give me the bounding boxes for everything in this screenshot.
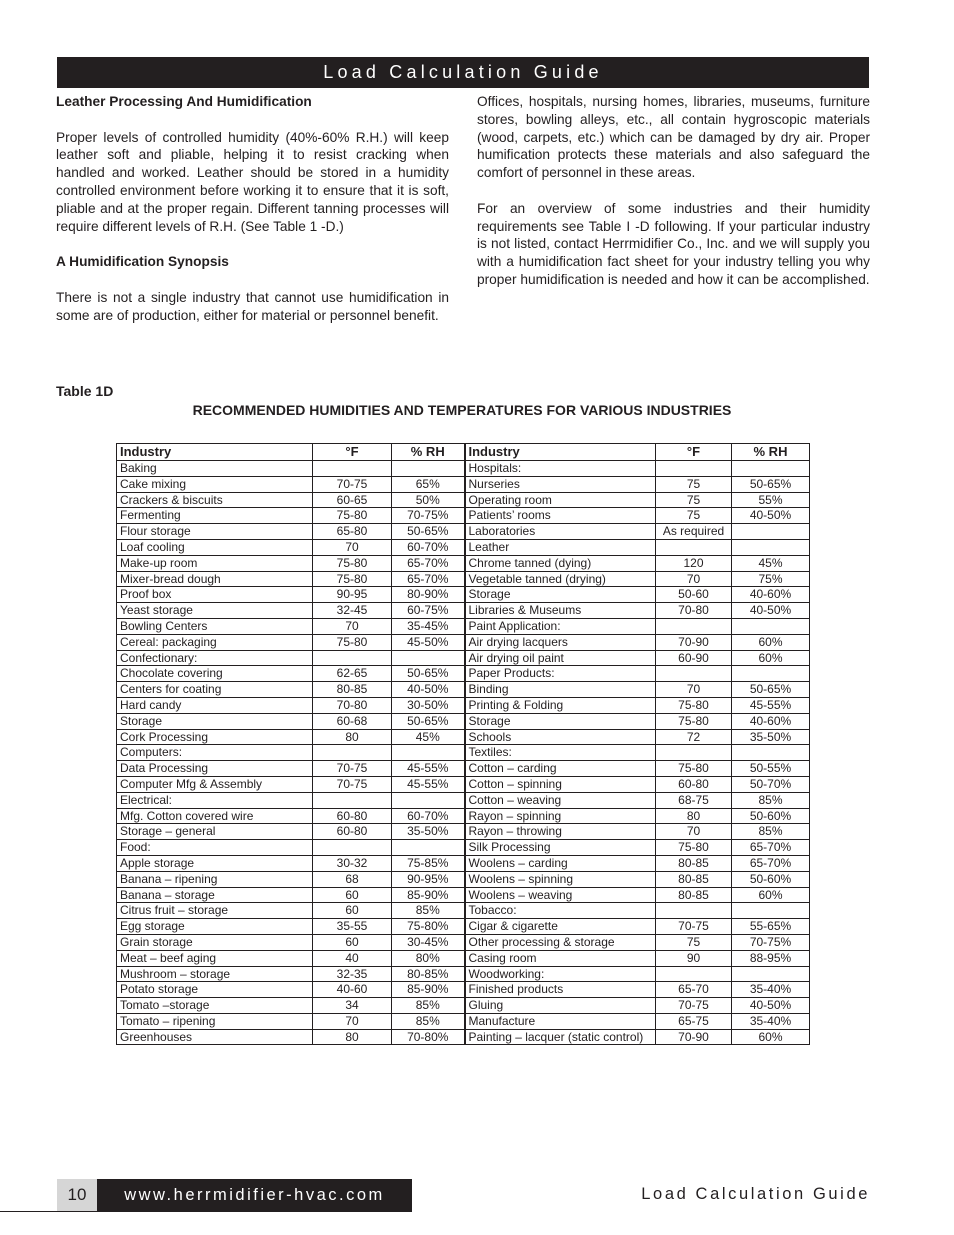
rh-cell: 85-90% — [392, 887, 465, 903]
header-industry: Industry — [465, 444, 656, 461]
header-temp: °F — [656, 444, 732, 461]
page-number: 10 — [57, 1179, 97, 1211]
rh-cell: 60-70% — [392, 539, 465, 555]
temp-cell: 62-65 — [313, 666, 392, 682]
left-column — [56, 93, 449, 342]
temp-cell: 70-80 — [313, 697, 392, 713]
industry-cell: Other processing & storage — [465, 934, 656, 950]
table-row — [117, 966, 810, 982]
rh-cell: 45-50% — [392, 634, 465, 650]
rh-cell: 60% — [732, 650, 810, 666]
table-row — [117, 492, 810, 508]
rh-cell: 75% — [732, 571, 810, 587]
industry-cell: Vegetable tanned (drying) — [465, 571, 656, 587]
table-row — [117, 934, 810, 950]
rh-cell: 60% — [732, 1029, 810, 1045]
industry-cell: Woodworking: — [465, 966, 656, 982]
temp-cell — [313, 840, 392, 856]
temp-cell: 68 — [313, 871, 392, 887]
rh-cell: 60% — [732, 634, 810, 650]
rh-cell: 35-45% — [392, 618, 465, 634]
industry-cell: Hospitals: — [465, 461, 656, 477]
rh-cell: 50-65% — [392, 666, 465, 682]
temp-cell: 60-80 — [313, 824, 392, 840]
industry-cell: Woolens – carding — [465, 855, 656, 871]
industry-cell: Loaf cooling — [117, 539, 313, 555]
temp-cell — [313, 650, 392, 666]
rh-cell: 50% — [392, 492, 465, 508]
rh-cell: 85% — [732, 824, 810, 840]
industry-cell: Banana – ripening — [117, 871, 313, 887]
table-row — [117, 792, 810, 808]
table-row — [117, 666, 810, 682]
leather-paragraph: Proper levels of controlled humidity (40%-60% R.H.) will keep leather soft and pliable, helping it to resist cracking when handled and worked. Leather should be stored in a humidity controlled environment before working it to ensure that it is soft, pliable and at the proper regain. Different tanning processes will require different levels of R.H. (See Table 1 -D.) — [56, 129, 449, 234]
industry-cell: Electrical: — [117, 792, 313, 808]
rh-cell: 60-70% — [392, 808, 465, 824]
rh-cell: 60% — [732, 887, 810, 903]
temp-cell: 50-60 — [656, 587, 732, 603]
footer-guide-title: Load Calculation Guide — [641, 1185, 870, 1203]
temp-cell: 75-80 — [656, 761, 732, 777]
synopsis-heading: A Humidification Synopsis — [56, 254, 229, 270]
rh-cell: 85-90% — [392, 982, 465, 998]
industry-cell: Grain storage — [117, 934, 313, 950]
leather-heading: Leather Processing And Humidification — [56, 94, 312, 109]
rh-cell — [732, 618, 810, 634]
table-row — [117, 855, 810, 871]
industry-cell: Binding — [465, 682, 656, 698]
table-row — [117, 808, 810, 824]
rh-cell: 60-75% — [392, 603, 465, 619]
rh-cell: 50-70% — [732, 776, 810, 792]
industry-cell: Egg storage — [117, 919, 313, 935]
rh-cell: 40-50% — [392, 682, 465, 698]
temp-cell: 70-75 — [313, 476, 392, 492]
temp-cell: 75-80 — [656, 840, 732, 856]
industry-cell: Casing room — [465, 950, 656, 966]
industry-cell: Storage — [117, 713, 313, 729]
rh-cell: 50-65% — [732, 476, 810, 492]
industry-cell: Cigar & cigarette — [465, 919, 656, 935]
rh-cell: 45-55% — [732, 697, 810, 713]
header-rh: % RH — [732, 444, 810, 461]
table-row — [117, 571, 810, 587]
rh-cell — [732, 524, 810, 540]
temp-cell: 60 — [313, 934, 392, 950]
rh-cell: 50-60% — [732, 808, 810, 824]
rh-cell: 65-70% — [392, 571, 465, 587]
industry-cell: Hard candy — [117, 697, 313, 713]
temp-cell — [656, 539, 732, 555]
temp-cell — [656, 903, 732, 919]
header-title: Load Calculation Guide — [57, 57, 869, 88]
industry-cell: Computer Mfg & Assembly — [117, 776, 313, 792]
table-label: Table 1D — [56, 383, 114, 399]
temp-cell: 60 — [313, 887, 392, 903]
website-link[interactable]: www.herrmidifier-hvac.com — [97, 1179, 412, 1211]
table-row — [117, 524, 810, 540]
table-row — [117, 840, 810, 856]
rh-cell: 40-50% — [732, 508, 810, 524]
humidity-table — [116, 443, 810, 1045]
table-row — [117, 508, 810, 524]
temp-cell: 80 — [313, 729, 392, 745]
industry-cell: Data Processing — [117, 761, 313, 777]
temp-cell: 90 — [656, 950, 732, 966]
rh-cell: 90-95% — [392, 871, 465, 887]
temp-cell — [656, 966, 732, 982]
rh-cell — [732, 903, 810, 919]
industry-cell: Operating room — [465, 492, 656, 508]
industry-cell: Cotton – weaving — [465, 792, 656, 808]
temp-cell: 34 — [313, 998, 392, 1014]
industry-cell: Libraries & Museums — [465, 603, 656, 619]
rh-cell: 65-70% — [732, 855, 810, 871]
table-row — [117, 634, 810, 650]
table-row — [117, 555, 810, 571]
table-row — [117, 729, 810, 745]
temp-cell: 40 — [313, 950, 392, 966]
temp-cell: 72 — [656, 729, 732, 745]
header-temp: °F — [313, 444, 392, 461]
rh-cell: 65% — [392, 476, 465, 492]
rh-cell: 30-45% — [392, 934, 465, 950]
rh-cell: 70-75% — [732, 934, 810, 950]
offices-paragraph: Offices, hospitals, nursing homes, libraries, museums, furniture stores, bowling alleys, etc., all contain hygroscopic materials (wood, carpets, etc.) which can be damaged by dry air. Proper humification protects these materials and also safeguard the comfort of personnel in these areas. — [477, 94, 870, 181]
rh-cell: 40-50% — [732, 603, 810, 619]
temp-cell: 75-80 — [656, 697, 732, 713]
temp-cell: 120 — [656, 555, 732, 571]
rh-cell — [732, 539, 810, 555]
industry-cell: Apple storage — [117, 855, 313, 871]
temp-cell: 60-80 — [313, 808, 392, 824]
rh-cell: 55-65% — [732, 919, 810, 935]
table-row — [117, 682, 810, 698]
temp-cell — [656, 618, 732, 634]
temp-cell: 80-85 — [656, 887, 732, 903]
industry-cell: Chocolate covering — [117, 666, 313, 682]
temp-cell: 70-75 — [656, 919, 732, 935]
industry-cell: Citrus fruit – storage — [117, 903, 313, 919]
temp-cell: 70 — [313, 618, 392, 634]
industry-cell: Patients’ rooms — [465, 508, 656, 524]
rh-cell: 55% — [732, 492, 810, 508]
temp-cell: 35-55 — [313, 919, 392, 935]
temp-cell: 32-45 — [313, 603, 392, 619]
table-row — [117, 476, 810, 492]
table-row — [117, 745, 810, 761]
temp-cell: 70-90 — [656, 1029, 732, 1045]
rh-cell: 45-55% — [392, 776, 465, 792]
rh-cell: 65-70% — [732, 840, 810, 856]
temp-cell: 60-90 — [656, 650, 732, 666]
temp-cell: 30-32 — [313, 855, 392, 871]
table-row — [117, 998, 810, 1014]
rh-cell: 35-40% — [732, 1013, 810, 1029]
industry-cell: Storage – general — [117, 824, 313, 840]
footer-rule — [0, 1211, 412, 1212]
temp-cell: 65-70 — [656, 982, 732, 998]
industry-cell: Laboratories — [465, 524, 656, 540]
rh-cell: 50-55% — [732, 761, 810, 777]
industry-cell: Tomato –storage — [117, 998, 313, 1014]
table-title: RECOMMENDED HUMIDITIES AND TEMPERATURES FOR VARIOUS INDUSTRIES — [192, 402, 732, 418]
industry-cell: Schools — [465, 729, 656, 745]
industry-cell: Mixer-bread dough — [117, 571, 313, 587]
table-row — [117, 618, 810, 634]
rh-cell: 50-60% — [732, 871, 810, 887]
temp-cell: 70-75 — [313, 776, 392, 792]
industry-cell: Yeast storage — [117, 603, 313, 619]
temp-cell: 40-60 — [313, 982, 392, 998]
rh-cell: 70-75% — [392, 508, 465, 524]
industry-cell: Meat – beef aging — [117, 950, 313, 966]
temp-cell: As required — [656, 524, 732, 540]
table-row — [117, 603, 810, 619]
temp-cell: 75-80 — [656, 713, 732, 729]
rh-cell: 35-40% — [732, 982, 810, 998]
rh-cell: 45% — [732, 555, 810, 571]
industry-cell: Paper Products: — [465, 666, 656, 682]
temp-cell: 70-90 — [656, 634, 732, 650]
industry-cell: Rayon – spinning — [465, 808, 656, 824]
temp-cell: 75 — [656, 476, 732, 492]
industry-cell: Make-up room — [117, 555, 313, 571]
table-row — [117, 1013, 810, 1029]
rh-cell: 75-80% — [392, 919, 465, 935]
temp-cell: 75-80 — [313, 508, 392, 524]
industry-cell: Baking — [117, 461, 313, 477]
industry-cell: Banana – storage — [117, 887, 313, 903]
industry-cell: Cotton – spinning — [465, 776, 656, 792]
temp-cell: 90-95 — [313, 587, 392, 603]
industry-cell: Woolens – weaving — [465, 887, 656, 903]
synopsis-paragraph: There is not a single industry that cannot use humidification in some are of production, either for material or personnel benefit. — [56, 289, 449, 323]
temp-cell — [313, 461, 392, 477]
temp-cell — [656, 745, 732, 761]
industry-cell: Greenhouses — [117, 1029, 313, 1045]
table-row — [117, 824, 810, 840]
rh-cell — [732, 966, 810, 982]
temp-cell: 60 — [313, 903, 392, 919]
temp-cell — [656, 461, 732, 477]
table-row — [117, 776, 810, 792]
rh-cell: 40-50% — [732, 998, 810, 1014]
table-row — [117, 587, 810, 603]
temp-cell: 65-75 — [656, 1013, 732, 1029]
industry-cell: Mushroom – storage — [117, 966, 313, 982]
industry-cell: Proof box — [117, 587, 313, 603]
temp-cell: 75 — [656, 934, 732, 950]
table-row — [117, 697, 810, 713]
temp-cell: 70-75 — [313, 761, 392, 777]
header-industry: Industry — [117, 444, 313, 461]
industry-cell: Air drying lacquers — [465, 634, 656, 650]
temp-cell: 60-65 — [313, 492, 392, 508]
table-row — [117, 887, 810, 903]
temp-cell: 80-85 — [313, 682, 392, 698]
table-row — [117, 919, 810, 935]
rh-cell — [392, 840, 465, 856]
table-row — [117, 761, 810, 777]
rh-cell — [732, 745, 810, 761]
industry-cell: Flour storage — [117, 524, 313, 540]
rh-cell: 50-65% — [392, 713, 465, 729]
industry-cell: Bowling Centers — [117, 618, 313, 634]
temp-cell: 80-85 — [656, 871, 732, 887]
industry-cell: Printing & Folding — [465, 697, 656, 713]
industry-cell: Finished products — [465, 982, 656, 998]
rh-cell: 80% — [392, 950, 465, 966]
temp-cell: 32-35 — [313, 966, 392, 982]
industry-cell: Confectionary: — [117, 650, 313, 666]
industry-cell: Mfg. Cotton covered wire — [117, 808, 313, 824]
rh-cell: 80-90% — [392, 587, 465, 603]
right-column — [477, 93, 870, 307]
table-row — [117, 461, 810, 477]
rh-cell: 50-65% — [732, 682, 810, 698]
rh-cell — [732, 666, 810, 682]
temp-cell: 75-80 — [313, 634, 392, 650]
table-row — [117, 713, 810, 729]
temp-cell: 80-85 — [656, 855, 732, 871]
temp-cell — [313, 745, 392, 761]
industry-cell: Storage — [465, 713, 656, 729]
industry-cell: Potato storage — [117, 982, 313, 998]
rh-cell: 45% — [392, 729, 465, 745]
industry-cell: Leather — [465, 539, 656, 555]
temp-cell: 70 — [313, 539, 392, 555]
temp-cell: 75 — [656, 508, 732, 524]
industry-cell: Manufacture — [465, 1013, 656, 1029]
table-row — [117, 539, 810, 555]
industry-cell: Paint Application: — [465, 618, 656, 634]
rh-cell: 88-95% — [732, 950, 810, 966]
overview-paragraph: For an overview of some industries and their humidity requirements see Table I -D following. If your particular industry is not listed, contact Herrmidifier Co., Inc. and we will supply you with a humidification fact sheet for your industry telling you why proper humidification is needed and how it can be accomplished. — [477, 200, 870, 287]
temp-cell: 70 — [656, 824, 732, 840]
industry-cell: Tobacco: — [465, 903, 656, 919]
rh-cell: 40-60% — [732, 713, 810, 729]
temp-cell — [656, 666, 732, 682]
temp-cell: 75 — [656, 492, 732, 508]
rh-cell: 70-80% — [392, 1029, 465, 1045]
table-row — [117, 950, 810, 966]
temp-cell: 70-80 — [656, 603, 732, 619]
industry-cell: Food: — [117, 840, 313, 856]
industry-cell: Painting – lacquer (static control) — [465, 1029, 656, 1045]
rh-cell: 85% — [392, 1013, 465, 1029]
industry-cell: Cotton – carding — [465, 761, 656, 777]
industry-cell: Silk Processing — [465, 840, 656, 856]
temp-cell: 65-80 — [313, 524, 392, 540]
temp-cell: 75-80 — [313, 571, 392, 587]
rh-cell: 30-50% — [392, 697, 465, 713]
industry-cell: Centers for coating — [117, 682, 313, 698]
industry-cell: Tomato – ripening — [117, 1013, 313, 1029]
industry-cell: Gluing — [465, 998, 656, 1014]
table-row — [117, 1029, 810, 1045]
temp-cell: 60-68 — [313, 713, 392, 729]
table-row — [117, 982, 810, 998]
industry-cell: Cake mixing — [117, 476, 313, 492]
table-row — [117, 903, 810, 919]
rh-cell — [392, 461, 465, 477]
industry-cell: Nurseries — [465, 476, 656, 492]
industry-cell: Woolens – spinning — [465, 871, 656, 887]
header-rh: % RH — [392, 444, 465, 461]
table-row — [117, 871, 810, 887]
rh-cell: 85% — [392, 998, 465, 1014]
rh-cell — [392, 792, 465, 808]
industry-cell: Cork Processing — [117, 729, 313, 745]
rh-cell: 65-70% — [392, 555, 465, 571]
rh-cell: 75-85% — [392, 855, 465, 871]
temp-cell — [313, 792, 392, 808]
industry-cell: Chrome tanned (dying) — [465, 555, 656, 571]
rh-cell: 85% — [392, 903, 465, 919]
industry-cell: Textiles: — [465, 745, 656, 761]
rh-cell: 85% — [732, 792, 810, 808]
rh-cell: 80-85% — [392, 966, 465, 982]
table-header-row — [117, 444, 810, 461]
table-row — [117, 650, 810, 666]
industry-cell: Air drying oil paint — [465, 650, 656, 666]
temp-cell: 70 — [313, 1013, 392, 1029]
temp-cell: 80 — [313, 1029, 392, 1045]
rh-cell — [392, 745, 465, 761]
temp-cell: 75-80 — [313, 555, 392, 571]
temp-cell: 80 — [656, 808, 732, 824]
temp-cell: 70 — [656, 682, 732, 698]
rh-cell: 40-60% — [732, 587, 810, 603]
rh-cell: 35-50% — [732, 729, 810, 745]
rh-cell: 35-50% — [392, 824, 465, 840]
temp-cell: 60-80 — [656, 776, 732, 792]
rh-cell — [392, 650, 465, 666]
temp-cell: 70-75 — [656, 998, 732, 1014]
rh-cell: 50-65% — [392, 524, 465, 540]
temp-cell: 70 — [656, 571, 732, 587]
industry-cell: Computers: — [117, 745, 313, 761]
industry-cell: Storage — [465, 587, 656, 603]
rh-cell — [732, 461, 810, 477]
rh-cell: 45-55% — [392, 761, 465, 777]
industry-cell: Rayon – throwing — [465, 824, 656, 840]
industry-cell: Crackers & biscuits — [117, 492, 313, 508]
industry-cell: Fermenting — [117, 508, 313, 524]
temp-cell: 68-75 — [656, 792, 732, 808]
industry-cell: Cereal: packaging — [117, 634, 313, 650]
